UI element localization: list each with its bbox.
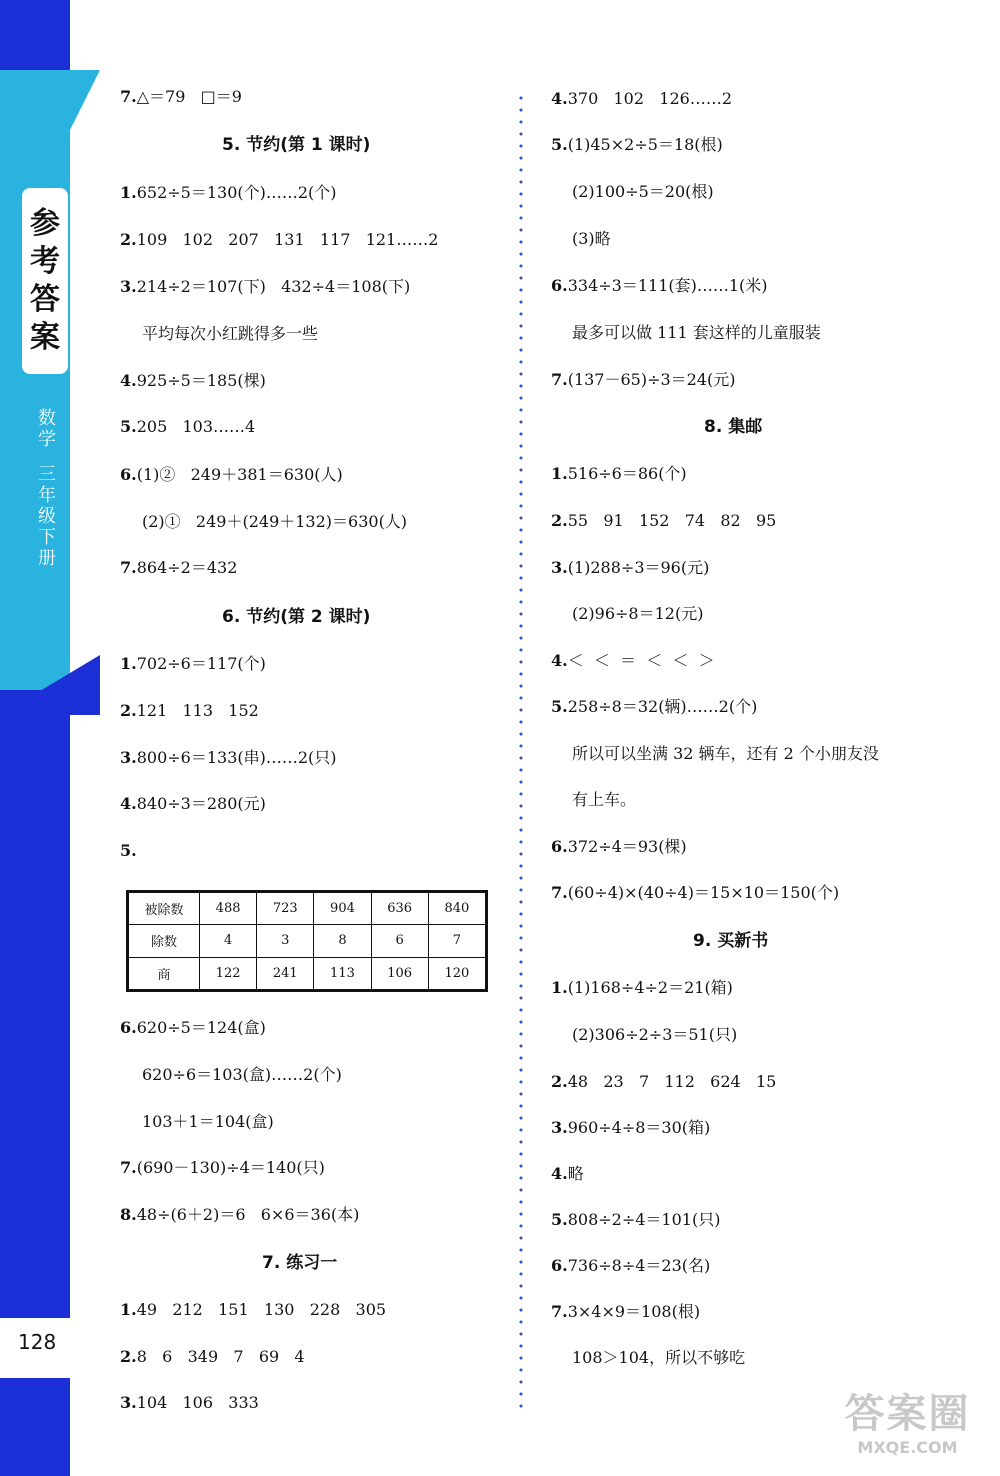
item-number: 6. — [551, 276, 568, 295]
section-heading: 9. 买新书 — [693, 931, 769, 951]
item-number: 7. — [551, 370, 568, 389]
item-text: (137－65)÷3＝24(元) — [567, 370, 736, 389]
item-number: 5. — [120, 417, 137, 436]
watermark-logo — [820, 1390, 995, 1470]
item-number: 4. — [551, 1164, 568, 1183]
item-text: 620÷5＝124(盒) — [136, 1018, 266, 1037]
answer-item — [120, 1204, 359, 1226]
answer-item — [551, 1255, 710, 1277]
answer-item — [120, 1346, 305, 1368]
item-number: 3. — [120, 277, 137, 296]
answer-item — [120, 1017, 266, 1039]
section-heading: 8. 集邮 — [704, 417, 763, 437]
grade-char: 级 — [38, 506, 56, 527]
table-cell: 113 — [314, 957, 371, 989]
item-number: 1. — [120, 1300, 137, 1319]
subject-label — [32, 408, 62, 569]
answer-item — [120, 229, 438, 251]
answer-item — [120, 793, 266, 815]
answer-item — [120, 1392, 259, 1414]
item-number: 4. — [551, 651, 568, 670]
item-number: 6. — [120, 465, 137, 484]
item-number: 2. — [120, 1347, 137, 1366]
table-row — [129, 925, 486, 957]
answer-continuation: (2)306÷2÷3＝51(只) — [572, 1025, 738, 1044]
grade-char: 册 — [38, 548, 56, 569]
item-number: 7. — [120, 558, 137, 577]
subject-char: 数 — [38, 408, 56, 429]
sidebar-band — [0, 70, 70, 690]
item-number: 2. — [120, 701, 137, 720]
answer-item — [120, 464, 343, 486]
answer-item — [120, 1299, 386, 1321]
page-number: 128 — [18, 1330, 57, 1354]
item-number: 4. — [120, 794, 137, 813]
answer-item — [551, 463, 687, 485]
item-text: 109 102 207 131 117 121……2 — [136, 230, 439, 249]
answer-continuation: 620÷6＝103(盒)……2(个) — [142, 1065, 342, 1084]
item-number: 4. — [120, 371, 137, 390]
item-text: 48 23 7 112 624 15 — [567, 1072, 777, 1091]
answer-continuation: 有上车。 — [572, 790, 637, 809]
answer-item — [120, 182, 337, 204]
tab-char: 答 — [30, 282, 60, 317]
item-text: ＜ ＜ ＝ ＜ ＜ ＞ — [567, 651, 715, 670]
item-text: 104 106 333 — [136, 1393, 259, 1412]
answer-continuation: 108＞104，所以不够吃 — [572, 1348, 746, 1367]
item-text: 214÷2＝107(下) 432÷4＝108(下) — [136, 277, 411, 296]
item-text: 49 212 151 130 228 305 — [136, 1300, 387, 1319]
item-text: 800÷6＝133(串)……2(只) — [136, 748, 337, 767]
item-number: 1. — [551, 464, 568, 483]
item-text: (690－130)÷4＝140(只) — [136, 1158, 325, 1177]
answer-item — [120, 557, 237, 579]
answer-tab — [22, 188, 68, 374]
table-cell: 904 — [314, 893, 371, 925]
table-cell: 122 — [200, 957, 257, 989]
item-number: 7. — [120, 87, 137, 106]
item-text: (1)45×2÷5＝18(根) — [567, 135, 723, 154]
answer-item — [551, 882, 839, 904]
item-text: 516÷6＝86(个) — [567, 464, 687, 483]
item-text: (1)168÷4÷2＝21(箱) — [567, 978, 733, 997]
item-number: 5. — [551, 135, 568, 154]
section-heading: 6. 节约(第 2 课时) — [222, 607, 371, 627]
item-text: 3×4×9＝108(根) — [567, 1302, 701, 1321]
answer-item — [551, 1117, 710, 1139]
item-number: 3. — [551, 558, 568, 577]
answer-item — [551, 650, 715, 672]
answer-item — [120, 86, 242, 108]
answer-item — [120, 747, 337, 769]
item-number: 1. — [551, 978, 568, 997]
answer-item — [120, 840, 137, 862]
table-row-label: 除数 — [129, 925, 200, 957]
item-text: 808÷2÷4＝101(只) — [567, 1210, 721, 1229]
item-text: 652÷5＝130(个)……2(个) — [136, 183, 337, 202]
watermark-url: MXQE.COM — [857, 1438, 958, 1457]
answer-item — [120, 653, 266, 675]
answer-continuation: (3)略 — [572, 229, 611, 248]
item-text: 略 — [567, 1164, 584, 1183]
answer-item — [120, 1157, 325, 1179]
item-number: 2. — [551, 511, 568, 530]
answer-continuation: (2)① 249＋(249＋132)＝630(人) — [142, 512, 408, 531]
answer-item — [551, 696, 757, 718]
item-number: 8. — [120, 1205, 137, 1224]
answer-continuation: 最多可以做 111 套这样的儿童服装 — [572, 323, 821, 342]
item-number: 2. — [551, 1072, 568, 1091]
table-row-label: 商 — [129, 957, 200, 989]
answer-continuation: 平均每次小红跳得多一些 — [142, 324, 319, 343]
table-row — [129, 893, 486, 925]
item-number: 3. — [551, 1118, 568, 1137]
tab-char: 考 — [30, 244, 60, 279]
answer-item — [551, 1071, 776, 1093]
grade-char: 年 — [38, 485, 56, 506]
answer-item — [551, 836, 687, 858]
item-text: 925÷5＝185(棵) — [136, 371, 266, 390]
answer-item — [120, 700, 259, 722]
table-cell: 8 — [314, 925, 371, 957]
item-number: 3. — [120, 1393, 137, 1412]
item-number: 7. — [551, 1302, 568, 1321]
division-table — [126, 890, 488, 992]
item-text: 736÷8÷4＝23(名) — [567, 1256, 711, 1275]
answer-continuation: (2)100÷5＝20(根) — [572, 182, 714, 201]
answer-item — [551, 275, 768, 297]
item-number: 7. — [551, 883, 568, 902]
table-cell: 6 — [371, 925, 428, 957]
answer-item — [120, 276, 410, 298]
item-text: 840÷3＝280(元) — [136, 794, 266, 813]
item-text: (1)② 249＋381＝630(人) — [136, 465, 343, 484]
item-number: 5. — [551, 1210, 568, 1229]
answer-item — [551, 369, 736, 391]
item-text: (1)288÷3＝96(元) — [567, 558, 710, 577]
section-heading: 7. 练习一 — [262, 1253, 338, 1273]
item-text: 55 91 152 74 82 95 — [567, 511, 777, 530]
answer-item — [120, 370, 266, 392]
table-cell: 7 — [428, 925, 485, 957]
item-text: 334÷3＝111(套)……1(米) — [567, 276, 768, 295]
section-heading: 5. 节约(第 1 课时) — [222, 135, 371, 155]
item-number: 7. — [120, 1158, 137, 1177]
item-number: 3. — [120, 748, 137, 767]
table-cell: 840 — [428, 893, 485, 925]
item-text: 48÷(6＋2)＝6 6×6＝36(本) — [136, 1205, 360, 1224]
answer-item — [551, 510, 776, 532]
item-text: 121 113 152 — [136, 701, 259, 720]
item-number: 6. — [551, 1256, 568, 1275]
table-cell: 241 — [257, 957, 314, 989]
item-number: 6. — [551, 837, 568, 856]
table-cell: 106 — [371, 957, 428, 989]
subject-char: 学 — [38, 429, 56, 450]
answer-continuation: 所以可以坐满 32 辆车，还有 2 个小朋友没 — [572, 744, 879, 763]
answer-item — [551, 557, 709, 579]
item-text: 372÷4＝93(棵) — [567, 837, 687, 856]
answer-item — [120, 416, 255, 438]
table-cell: 723 — [257, 893, 314, 925]
item-number: 4. — [551, 89, 568, 108]
item-number: 5. — [120, 841, 137, 860]
table-cell: 4 — [200, 925, 257, 957]
item-number: 5. — [551, 697, 568, 716]
item-number: 2. — [120, 230, 137, 249]
answer-item — [551, 977, 733, 999]
column-divider — [519, 92, 523, 1412]
watermark-text: 答案圈 — [844, 1391, 971, 1437]
item-text: 370 102 126……2 — [567, 89, 733, 108]
tab-char: 案 — [30, 320, 60, 355]
table-row-label: 被除数 — [129, 893, 200, 925]
answer-item — [551, 1301, 700, 1323]
answer-continuation: (2)96÷8＝12(元) — [572, 604, 704, 623]
answer-item — [551, 88, 732, 110]
tab-char: 参 — [30, 206, 60, 241]
grade-char: 下 — [38, 527, 56, 548]
item-text: 258÷8＝32(辆)……2(个) — [567, 697, 758, 716]
answer-item — [551, 1163, 584, 1185]
item-text: 702÷6＝117(个) — [136, 654, 266, 673]
item-text: 8 6 349 7 69 4 — [136, 1347, 305, 1366]
table-cell: 120 — [428, 957, 485, 989]
table-cell: 3 — [257, 925, 314, 957]
grade-char: 三 — [38, 464, 56, 485]
item-number: 1. — [120, 183, 137, 202]
item-number: 6. — [120, 1018, 137, 1037]
item-text: 960÷4÷8＝30(箱) — [567, 1118, 711, 1137]
table-cell: 636 — [371, 893, 428, 925]
item-number: 1. — [120, 654, 137, 673]
item-text: (60÷4)×(40÷4)＝15×10＝150(个) — [567, 883, 840, 902]
table-row — [129, 957, 486, 989]
answer-item — [551, 1209, 720, 1231]
item-text: △＝79 □＝9 — [136, 87, 242, 106]
answer-continuation: 103＋1＝104(盒) — [142, 1112, 274, 1131]
answer-item — [551, 134, 723, 156]
item-text: 205 103……4 — [136, 417, 256, 436]
item-text: 864÷2＝432 — [136, 558, 238, 577]
table-cell: 488 — [200, 893, 257, 925]
